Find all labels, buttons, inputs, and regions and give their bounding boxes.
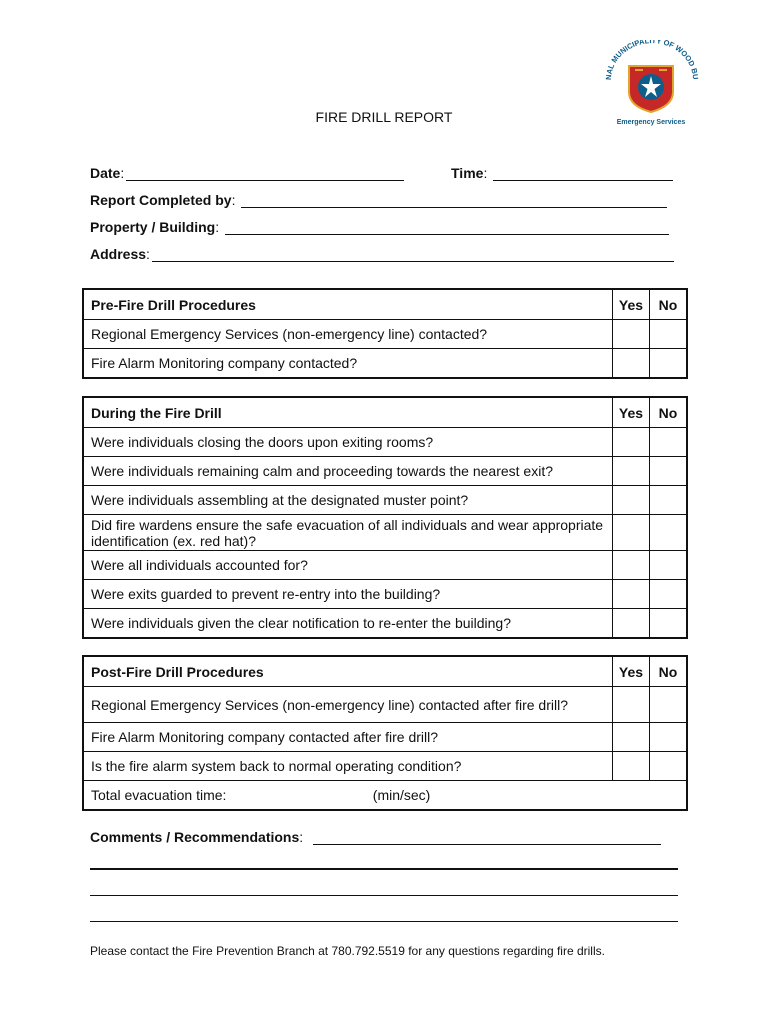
yes-checkbox[interactable] [613,609,650,639]
pre-fire-drill-table [82,288,688,379]
yes-header: Yes [613,397,650,428]
table-header-row [83,289,687,320]
table-row [83,551,687,580]
time-field[interactable] [451,161,673,181]
yes-checkbox[interactable] [613,580,650,609]
yes-checkbox[interactable] [613,320,650,349]
comments-colon: : [299,829,304,845]
table-row [83,687,687,723]
comments-line[interactable] [313,830,661,845]
no-checkbox[interactable] [650,723,688,752]
property-colon: : [215,219,220,235]
logo-arc-text: NAL MUNICIPALITY OF WOOD BU [603,40,701,81]
yes-checkbox[interactable] [613,486,650,515]
address-label: Address [90,246,147,262]
footer-contact-note: Please contact the Fire Prevention Branch at 780.792.5519 for any questions regarding fire drills. [90,944,605,958]
time-colon: : [483,165,488,181]
time-line[interactable] [493,166,673,181]
comments-line-4[interactable] [90,921,678,922]
date-label: Date [90,165,121,181]
yes-checkbox[interactable] [613,723,650,752]
question-text: Regional Emergency Services (non-emergency line) contacted? [83,320,613,349]
table-row [83,609,687,639]
yes-checkbox[interactable] [613,752,650,781]
question-text: Were individuals assembling at the designated muster point? [83,486,613,515]
table-row [83,515,687,551]
table-row [83,580,687,609]
time-label: Time [451,165,484,181]
table-row [83,349,687,379]
table-header-row [83,397,687,428]
table-row [83,723,687,752]
no-header: No [650,289,688,320]
question-text: Did fire wardens ensure the safe evacuation of all individuals and wear appropriate identification (ex. red hat)? [83,515,613,551]
question-text: Were all individuals accounted for? [83,551,613,580]
yes-checkbox[interactable] [613,428,650,457]
yes-header: Yes [613,289,650,320]
property-line[interactable] [225,220,669,235]
question-text: Fire Alarm Monitoring company contacted after fire drill? [83,723,613,752]
evacuation-time-row [83,781,687,811]
no-checkbox[interactable] [650,609,688,639]
post-fire-drill-table [82,655,688,811]
no-checkbox[interactable] [650,580,688,609]
comments-field[interactable] [90,825,661,845]
evacuation-time-unit: (min/sec) [372,787,431,803]
no-checkbox[interactable] [650,428,688,457]
table-row [83,428,687,457]
evacuation-time-label: Total evacuation time: [91,787,227,803]
no-checkbox[interactable] [650,687,688,723]
no-header: No [650,397,688,428]
property-label: Property / Building [90,219,216,235]
during-fire-drill-table [82,396,688,639]
question-text: Is the fire alarm system back to normal operating condition? [83,752,613,781]
no-header: No [650,656,688,687]
question-text: Were individuals given the clear notification to re-enter the building? [83,609,613,639]
comments-label: Comments / Recommendations [90,829,300,845]
yes-checkbox[interactable] [613,349,650,379]
no-checkbox[interactable] [650,486,688,515]
comments-line-3[interactable] [90,895,678,896]
table-row [83,457,687,486]
date-field[interactable] [90,161,404,181]
question-text: Regional Emergency Services (non-emergency line) contacted after fire drill? [83,687,613,723]
question-text: Were exits guarded to prevent re-entry into the building? [83,580,613,609]
table-header-row [83,656,687,687]
no-checkbox[interactable] [650,320,688,349]
date-colon: : [120,165,125,181]
no-checkbox[interactable] [650,551,688,580]
question-text: Were individuals remaining calm and proceeding towards the nearest exit? [83,457,613,486]
evacuation-time-cell[interactable] [83,781,687,811]
yes-checkbox[interactable] [613,687,650,723]
question-text: Fire Alarm Monitoring company contacted? [83,349,613,379]
address-colon: : [146,246,150,262]
date-line[interactable] [126,166,404,181]
table-row [83,752,687,781]
logo-sub-text: Emergency Services [616,119,686,126]
property-field[interactable] [90,215,669,235]
yes-checkbox[interactable] [613,515,650,551]
table-row [83,486,687,515]
question-text: Were individuals closing the doors upon exiting rooms? [83,428,613,457]
no-checkbox[interactable] [650,457,688,486]
address-line[interactable] [152,247,674,262]
completed-by-field[interactable] [90,188,667,208]
completed-by-label: Report Completed by [90,192,232,208]
completed-by-colon: : [231,192,236,208]
yes-header: Yes [613,656,650,687]
during-heading: During the Fire Drill [83,397,613,428]
post-fire-heading: Post-Fire Drill Procedures [83,656,613,687]
page-title: FIRE DRILL REPORT [315,109,453,125]
completed-by-line[interactable] [241,193,667,208]
pre-fire-heading: Pre-Fire Drill Procedures [83,289,613,320]
yes-checkbox[interactable] [613,457,650,486]
table-row [83,320,687,349]
no-checkbox[interactable] [650,349,688,379]
comments-line-2[interactable] [90,868,678,870]
yes-checkbox[interactable] [613,551,650,580]
no-checkbox[interactable] [650,752,688,781]
address-field[interactable] [90,242,674,262]
no-checkbox[interactable] [650,515,688,551]
